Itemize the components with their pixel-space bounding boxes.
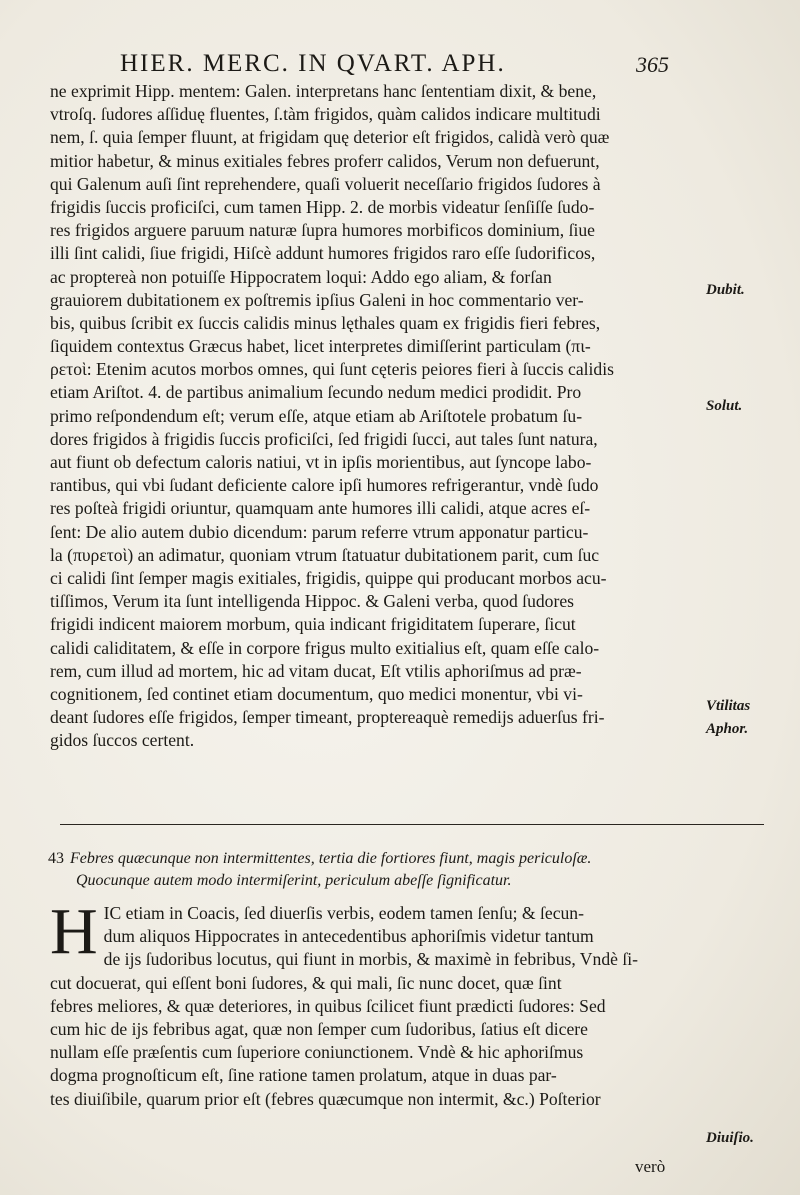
text-line: la (πυρετοὶ) an adimatur, quoniam vtrum ſtatuatur dubitationem parit, cum ſuc <box>50 544 600 565</box>
text-line: deant ſudores eſſe frigidos, ſemper timeant, proptereaquè remedijs aduerſus fri- <box>50 707 605 728</box>
commentary-line: dogma prognoſticum eſt, ſine ratione tamen prolatum, atque in duas par- <box>50 1065 557 1086</box>
text-line: ci calidi ſint ſemper magis exitiales, frigidis, quippe qui producant morbos acu- <box>50 567 607 588</box>
text-line: grauiorem dubitationem ex poſtremis ipſius Galeni in hoc commentario ver- <box>50 289 584 310</box>
text-line: res poſteà frigidi oriuntur, quamquam ante humores illi calidi, atque acres eſ- <box>50 498 591 519</box>
text-line: ne exprimit Hipp. mentem: Galen. interpretans hanc ſententiam dixit, & bene, <box>50 81 597 101</box>
commentary-line: cut docuerat, qui eſſent boni ſudores, & qui mali, ſic nunc docet, quæ ſint <box>50 972 562 993</box>
text-line: etiam Ariſtot. 4. de partibus animalium ſecundo nedum medici prodidit. Pro <box>50 382 582 403</box>
margin-note-diuisio: Diuiſio. <box>706 1130 754 1146</box>
text-line: bis, quibus ſcribit ex ſuccis calidis minus lęthales quam ex frigidis fieri febres, <box>50 312 601 333</box>
commentary-line: dum aliquos Hippocrates in antecedentibus aphoriſmis videtur tantum <box>103 926 594 947</box>
commentary-line: febres meliores, & quæ deteriores, in quibus ſcilicet fiunt prædicti ſudores: Sed <box>50 995 606 1016</box>
commentary-line: cum hic de ijs febribus agat, quæ non ſemper cum ſudoribus, ſatius eſt dicere <box>50 1018 588 1039</box>
commentary-line: nullam eſſe præſentis cum ſuperiore coniunctionem. Vndè & hic aphoriſmus <box>50 1042 584 1063</box>
commentary-text <box>50 80 708 752</box>
margin-note-dubit: Dubit. <box>706 282 745 298</box>
text-line: cognitionem, ſed continet etiam documentum, quo medici monentur, vbi vi- <box>50 683 583 704</box>
text-line: res frigidos arguere paruum naturæ ſupra humores morbificos dominium, ſiue <box>50 220 595 241</box>
text-line: aut fiunt ob defectum caloris natiui, vt in ipſis morientibus, aut ſyncope labo- <box>50 452 592 472</box>
aphorism-line-1-text: Febres quæcunque non intermittentes, tertia die fortiores fiunt, magis periculoſæ. <box>70 850 592 867</box>
aphorism-line-2: Quocunque autem modo intermiſerint, periculum abeſſe ſignificatur. <box>76 872 512 889</box>
text-line: mitior habetur, & minus exitiales febres proferr calidos, Verum non defuerunt, <box>50 150 600 171</box>
margin-note-aphor: Aphor. <box>706 721 749 737</box>
text-line: rantibus, qui vbi ſudant deficiente calore ipſi humores refrigerantur, vndè ſudo <box>50 475 599 496</box>
commentary-line: de ijs ſudoribus locutus, qui fiunt in morbis, & maximè in febribus, Vndè ſi- <box>103 949 638 970</box>
text-line: ſent: De alio autem dubio dicendum: parum referre vtrum apponatur particu- <box>50 521 589 542</box>
margin-note-vtilitas: Vtilitas <box>706 698 751 714</box>
aphorism-text <box>48 848 768 892</box>
commentary-line: IC etiam in Coacis, ſed diuerſis verbis, eodem tamen ſenſu; & ſecun- <box>103 903 584 923</box>
commentary-line: tes diuiſibile, quarum prior eſt (febres quæcumque non intermit, &c.) Poſterior <box>50 1088 601 1109</box>
text-line: nem, ſ. quia ſemper fluunt, at frigidam quę deterior eſt frigidos, calidà verò quæ <box>50 127 610 148</box>
text-line: primo reſpondendum eſt; verum eſſe, atque etiam ab Ariſtotele probatum ſu- <box>50 405 583 426</box>
text-line: ſiquidem contextus Græcus habet, licet interpretes dimiſſerint particulam (πι- <box>50 336 591 357</box>
drop-capital: H <box>50 895 98 968</box>
text-line: rem, cum illud ad mortem, hic ad vitam ducat, Eſt vtilis aphoriſmus ad præ- <box>50 660 582 681</box>
text-line: ρετοὶ: Etenim acutos morbos omnes, qui ſunt cęteris peiores fieri à ſuccis calidis <box>50 359 614 380</box>
catchword: verò <box>635 1157 666 1176</box>
running-title: HIER. MERC. IN QVART. APH. <box>120 50 506 77</box>
page-number: 365 <box>636 52 669 77</box>
text-line: calidi caliditatem, & eſſe in corpore frigus multo exitialius eſt, quam eſſe calo- <box>50 637 600 658</box>
text-line: frigidis ſuccis proficiſci, cum tamen Hipp. 2. de morbis videatur ſenſiſſe ſudo- <box>50 196 595 217</box>
aphorism-line-1 <box>48 848 768 870</box>
text-line: qui Galenum auſi ſint reprehendere, quaſi voluerit neceſſario frigidos ſudores à <box>50 173 601 194</box>
text-line: frigidi indicent maiorem morbum, quia indicant frigiditatem ſuperare, ſicut <box>50 614 576 635</box>
text-line: ac proptereà non potuiſſe Hippocratem loqui: Addo ego aliam, & forſan <box>50 266 552 287</box>
text-line: illi ſint calidi, ſiue frigidi, Hiſcè addunt humores frigidos raro eſſe ſudorificos, <box>50 243 596 264</box>
margin-note-solut: Solut. <box>706 398 743 414</box>
aphorism-commentary <box>50 895 708 1111</box>
text-line: dores frigidos à frigidis ſuccis proficiſci, ſed frigidi ſucci, aut tales ſunt natura, <box>50 428 598 449</box>
text-line: gidos ſuccos certent. <box>50 730 195 751</box>
aphorism-number: 43 <box>48 850 64 867</box>
section-divider <box>60 824 764 825</box>
text-line: tiſſimos, Verum ita ſunt intelligenda Hippoc. & Galeni verba, quod ſudores <box>50 591 574 612</box>
text-line: vtroſq. ſudores aſſiduę fluentes, ſ.tàm frigidos, quàm calidos indicare multitudi <box>50 104 601 125</box>
